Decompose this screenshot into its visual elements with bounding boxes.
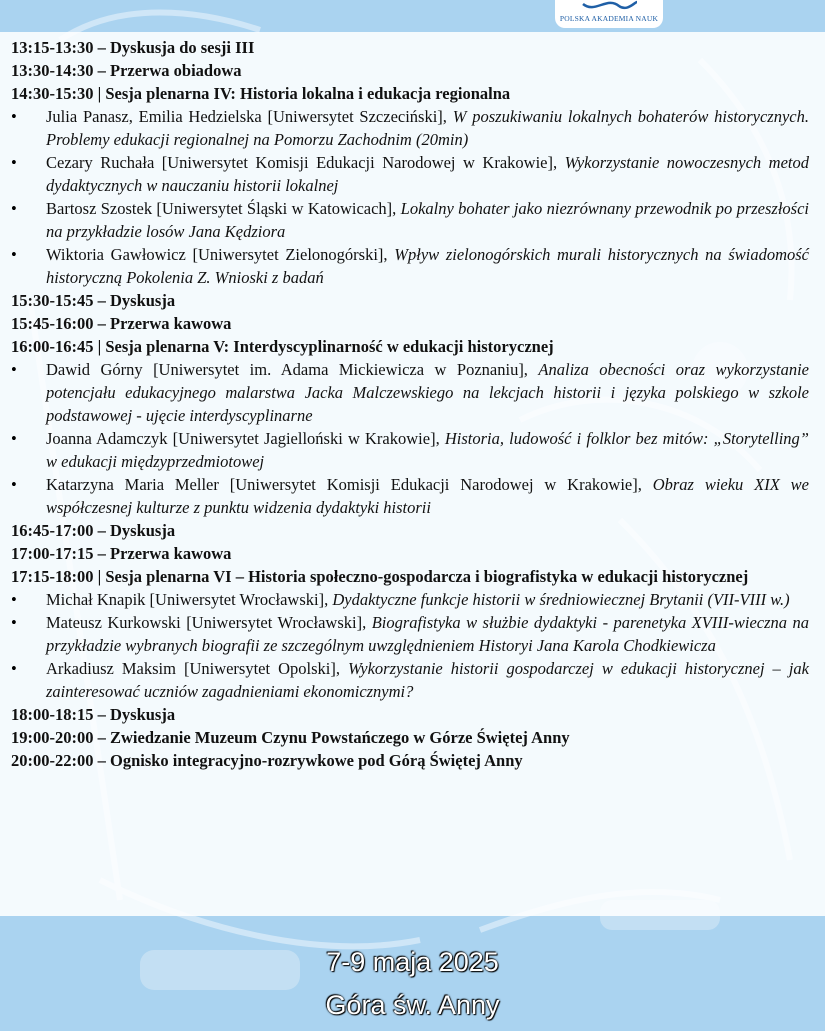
session-heading: 17:15-18:00 | Sesja plenarna VI – Historia społeczno-gospodarcza i biografistyka w edukacji historycznej [11, 567, 749, 586]
session-heading: 15:45-16:00 – Przerwa kawowa [11, 314, 232, 333]
talk-title: W poszukiwaniu lokalnych bohaterów historycznych. Problemy edukacji regionalnej na Pomorzu Zachodnim (20min) [46, 107, 809, 149]
session-heading: 13:15-13:30 – Dyskusja do sesji III [11, 38, 255, 57]
talk-author: Michał Knapik [Uniwersytet Wrocławski], [46, 590, 333, 609]
talk-author: Joanna Adamczyk [Uniwersytet Jagielloński w Krakowie], [46, 429, 445, 448]
talk-item [11, 358, 809, 427]
talk-text [46, 657, 809, 703]
talk-author: Cezary Ruchała [Uniwersytet Komisji Edukacji Narodowej w Krakowie], [46, 153, 565, 172]
session-heading: 13:30-14:30 – Przerwa obiadowa [11, 61, 242, 80]
talk-item [11, 588, 809, 611]
event-dates: 7-9 maja 2025 [326, 947, 499, 977]
talk-text [46, 588, 809, 611]
talk-author: Arkadiusz Maksim [Uniwersytet Opolski], [46, 659, 349, 678]
session-heading: 16:45-17:00 – Dyskusja [11, 521, 176, 540]
session-heading: 19:00-20:00 – Zwiedzanie Muzeum Czynu Powstańczego w Górze Świętej Anny [11, 728, 570, 747]
bullet-icon: • [11, 590, 17, 609]
talk-text [46, 358, 809, 427]
talk-title: Analiza obecności oraz wykorzystanie potencjału edukacyjnego malarstwa Jacka Malczewskiego na lekcjach historii i języka polskiego w szkole podstawowej - ujęcie interdyscyplinarne [46, 360, 810, 425]
logo-mark-icon [579, 0, 639, 14]
session-heading: 18:00-18:15 – Dyskusja [11, 705, 176, 724]
talk-title: Obraz wieku XIX we współczesnej kulturze z punktu widzenia dydaktyki historii [46, 475, 809, 517]
session-heading: 20:00-22:00 – Ognisko integracyjno-rozrywkowe pod Górą Świętej Anny [11, 751, 523, 770]
talk-item [11, 427, 809, 473]
event-location: Góra św. Anny [325, 990, 500, 1020]
bullet-icon: • [11, 475, 17, 494]
talk-text [46, 197, 809, 243]
bullet-icon: • [11, 199, 17, 218]
talk-author: Dawid Górny [Uniwersytet im. Adama Mickiewicza w Poznaniu], [46, 360, 539, 379]
talk-item [11, 197, 809, 243]
program-list [11, 36, 809, 772]
talk-author: Bartosz Szostek [Uniwersytet Śląski w Katowicach], [46, 199, 401, 218]
talk-item [11, 611, 809, 657]
talk-title: Dydaktyczne funkcje historii w średniowiecznej Brytanii (VII-VIII w.) [332, 590, 790, 609]
talk-author: Wiktoria Gawłowicz [Uniwersytet Zielonogórski], [46, 245, 395, 264]
talk-text [46, 473, 809, 519]
talk-text [46, 427, 809, 473]
talk-title: Historia, ludowość i folklor bez mitów: „Storytelling” w edukacji międzyprzedmiotowej [46, 429, 809, 471]
session-heading: 16:00-16:45 | Sesja plenarna V: Interdyscyplinarność w edukacji historycznej [11, 337, 554, 356]
talk-text [46, 105, 809, 151]
bullet-icon: • [11, 659, 17, 678]
session-heading: 15:30-15:45 – Dyskusja [11, 291, 176, 310]
talk-title: Biografistyka w służbie dydaktyki - parenetyka XVIII-wieczna na przykładzie wybranych biografii ze szczególnym uwzględnieniem Historyi Jana Karola Chodkiewicza [46, 613, 809, 655]
logo-text: POLSKA AKADEMIA NAUK [559, 14, 659, 23]
talk-item [11, 243, 809, 289]
bullet-icon: • [11, 429, 17, 448]
talk-text [46, 611, 809, 657]
talk-title: Wykorzystanie historii gospodarczej w edukacji historycznej – jak zainteresować uczniów zagadnieniami ekonomicznymi? [46, 659, 809, 701]
session-heading: 14:30-15:30 | Sesja plenarna IV: Historia lokalna i edukacja regionalna [11, 84, 511, 103]
talk-text [46, 243, 809, 289]
academy-logo [555, 0, 663, 28]
talk-author: Julia Panasz, Emilia Hedzielska [Uniwersytet Szczeciński], [46, 107, 453, 126]
talk-item [11, 657, 809, 703]
bullet-icon: • [11, 245, 17, 264]
talk-item [11, 473, 809, 519]
talk-item [11, 105, 809, 151]
talk-item [11, 151, 809, 197]
talk-title: Lokalny bohater jako niezrównany przewodnik po przeszłości na przykładzie losów Jana Kędziora [46, 199, 809, 241]
talk-title: Wpływ zielonogórskich murali historycznych na świadomość historyczną Pokolenia Z. Wnioski z badań [46, 245, 810, 287]
bullet-icon: • [11, 360, 17, 379]
talk-author: Mateusz Kurkowski [Uniwersytet Wrocławski], [46, 613, 372, 632]
talk-author: Katarzyna Maria Meller [Uniwersytet Komisji Edukacji Narodowej w Krakowie], [46, 475, 653, 494]
bullet-icon: • [11, 107, 17, 126]
bullet-icon: • [11, 613, 17, 632]
bullet-icon: • [11, 153, 17, 172]
talk-text [46, 151, 809, 197]
session-heading: 17:00-17:15 – Przerwa kawowa [11, 544, 232, 563]
talk-title: Wykorzystanie nowoczesnych metod dydaktycznych w nauczaniu historii lokalnej [46, 153, 810, 195]
